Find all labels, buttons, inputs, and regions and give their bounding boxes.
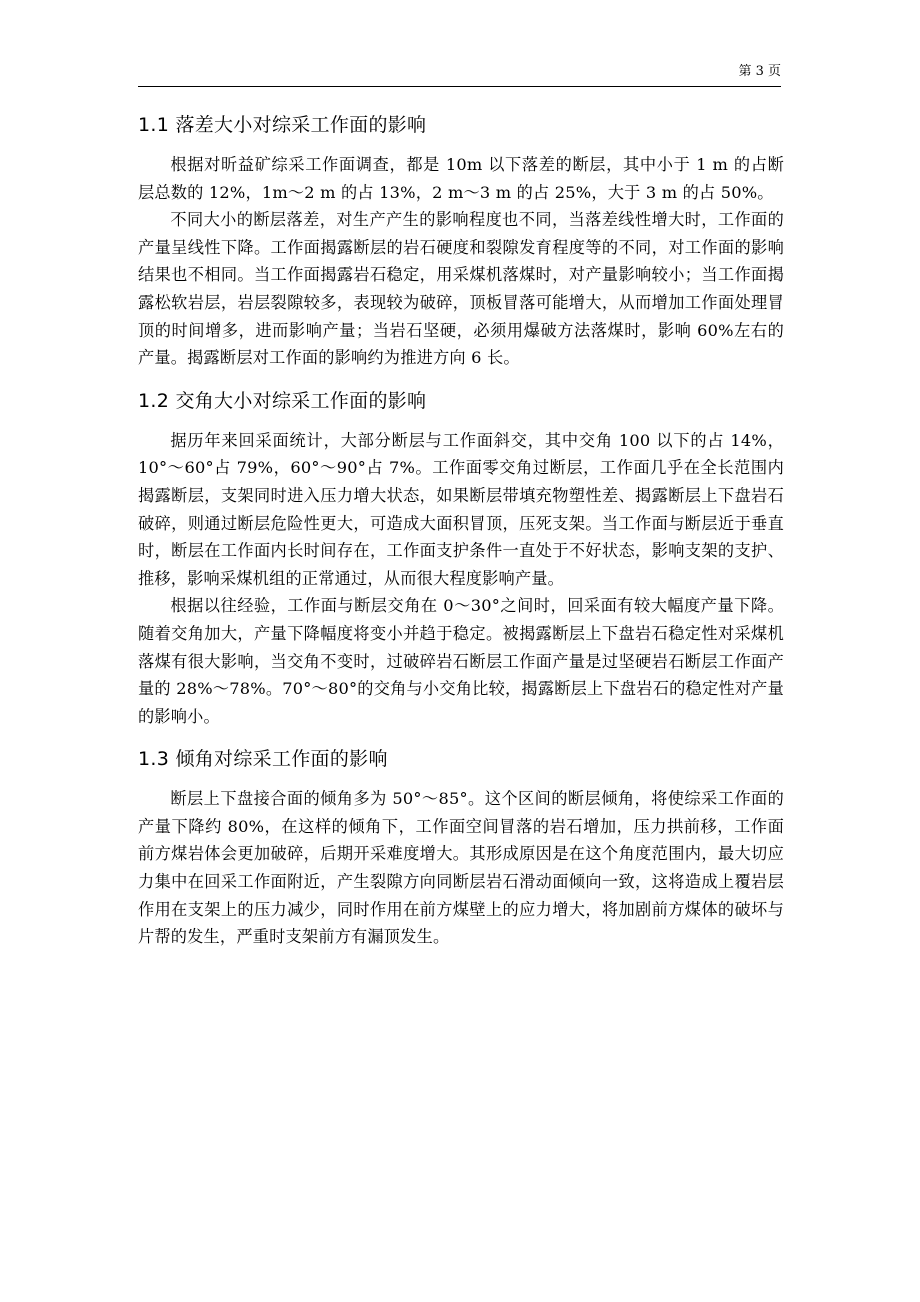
page-number: 第 3 页 (738, 64, 781, 79)
page-header (138, 60, 781, 87)
paragraph: 不同大小的断层落差，对生产产生的影响程度也不同，当落差线性增大时，工作面的产量呈线性下降。工作面揭露断层的岩石硬度和裂隙发育程度等的不同，对工作面的影响结果也不相同。当工作面揭露岩石稳定，用采煤机落煤时，对产量影响较小；当工作面揭露松软岩层，岩层裂隙较多，表现较为破碎，顶板冒落可能增大，从而增加工作面处理冒顶的时间增多，进而影响产量；当岩石坚硬，必须用爆破方法落煤时，影响 60%左右的产量。揭露断层对工作面的影响约为推进方向 6 长。 (138, 210, 784, 368)
section-1-3 (138, 744, 784, 951)
paragraph: 据历年来回采面统计，大部分断层与工作面斜交，其中交角 100 以下的占 14%，10°～60°占 79%，60°～90°占 7%。工作面零交角过断层，工作面几乎在全长范围内揭露断层，支架同时进入压力增大状态，如果断层带填充物塑性差、揭露断层上下盘岩石破碎，则通过断层危险性更大，可造成大面积冒顶，压死支架。当工作面与断层近于垂直时，断层在工作面内长时间存在，工作面支护条件一直处于不好状态，影响支架的支护、推移，影响采煤机组的正常通过，从而很大程度影响产量。 (138, 430, 784, 588)
section-1-1 (138, 110, 784, 372)
paragraph: 根据对昕益矿综采工作面调查，都是 10m 以下落差的断层，其中小于 1 m 的占断层总数的 12%，1m～2 m 的占 13%，2 m～3 m 的占 25%，大于 3 m 的占 50%。 (138, 155, 784, 202)
paragraph: 根据以往经验，工作面与断层交角在 0～30°之间时，回采面有较大幅度产量下降。随着交角加大，产量下降幅度将变小并趋于稳定。被揭露断层上下盘岩石稳定性对采煤机落煤有很大影响，当交角不变时，过破碎岩石断层工作面产量是过坚硬岩石断层工作面产量的 28%～78%。70°～80°的交角与小交角比较，揭露断层上下盘岩石的稳定性对产量的影响小。 (138, 596, 784, 726)
section-heading: 1.1 落差大小对综采工作面的影响 (138, 114, 427, 136)
section-heading: 1.2 交角大小对综采工作面的影响 (138, 389, 427, 412)
paragraph: 断层上下盘接合面的倾角多为 50°～85°。这个区间的断层倾角，将使综采工作面的产量下降约 80%，在这样的倾角下，工作面空间冒落的岩石增加，压力拱前移，工作面前方煤岩体会更加破碎，后期开采难度增大。其形成原因是在这个角度范围内，最大切应力集中在回采工作面附近，产生裂隙方向同断层岩石滑动面倾向一致，这将造成上覆岩层作用在支架上的压力减少，同时作用在前方煤壁上的应力增大，将加剧前方煤体的破坏与片帮的发生，严重时支架前方有漏顶发生。 (138, 789, 784, 947)
page-body (138, 110, 784, 951)
section-heading: 1.3 倾角对综采工作面的影响 (138, 748, 388, 771)
section-1-2 (138, 386, 784, 731)
